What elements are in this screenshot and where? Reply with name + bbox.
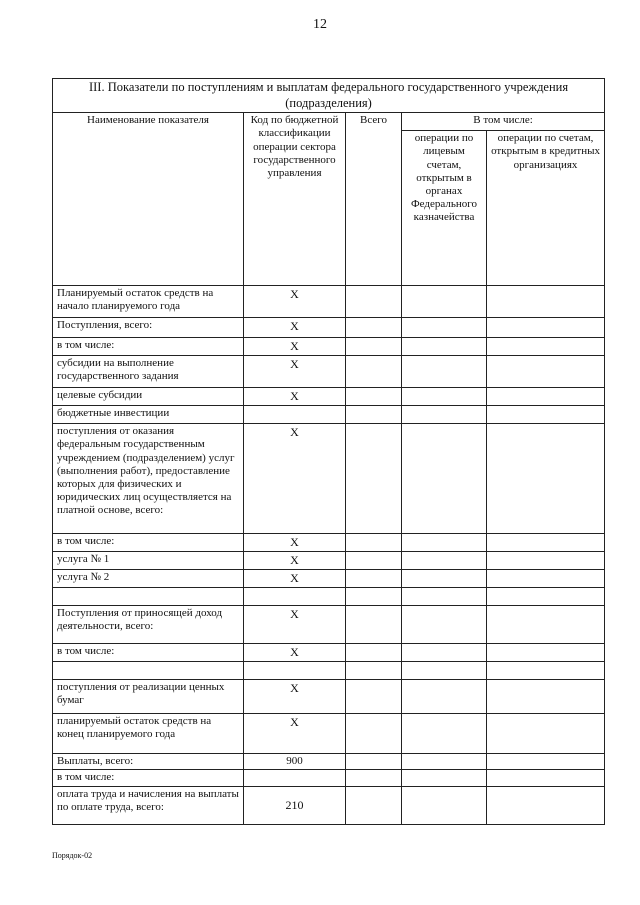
row-label: поступления от оказания федеральным государственным учреждением (подразделением) услуг (выполнения работ), предоставление которых для физических и юридических лиц осуществляется на платной основе, всего: — [53, 424, 244, 534]
row-code: Х — [244, 680, 346, 714]
row-label: целевые субсидии — [53, 388, 244, 406]
row-code — [244, 588, 346, 606]
header-total: Всего — [346, 113, 402, 286]
row-code: Х — [244, 338, 346, 356]
row-label: услуга № 2 — [53, 570, 244, 588]
row-code: Х — [244, 714, 346, 754]
row-code: Х — [244, 534, 346, 552]
row-code: 900 — [244, 754, 346, 770]
row-code — [244, 770, 346, 786]
header-including: В том числе: — [402, 113, 605, 131]
row-code: 210 — [244, 786, 346, 824]
row-code: Х — [244, 644, 346, 662]
row-label: поступления от реализации ценных бумаг — [53, 680, 244, 714]
row-label: субсидии на выполнение государственного задания — [53, 356, 244, 388]
row-label: оплата труда и начисления на выплаты по оплате труда, всего: — [53, 786, 244, 824]
row-code: Х — [244, 356, 346, 388]
header-classification-code: Код по бюджетной классификации операции сектора государственного управления — [244, 113, 346, 286]
receipts-payments-table — [52, 78, 605, 825]
row-code — [244, 406, 346, 424]
row-label: Поступления, всего: — [53, 318, 244, 338]
row-code: Х — [244, 318, 346, 338]
header-indicator-name: Наименование показателя — [53, 113, 244, 286]
row-label: Планируемый остаток средств на начало планируемого года — [53, 286, 244, 318]
row-code: Х — [244, 570, 346, 588]
row-label — [53, 662, 244, 680]
header-treasury-operations: операции по лицевым счетам, открытым в органах Федерального казначейства — [402, 131, 487, 286]
row-label — [53, 588, 244, 606]
row-label: Поступления от приносящей доход деятельности, всего: — [53, 606, 244, 644]
row-code: Х — [244, 286, 346, 318]
document-code-footer: Порядок-02 — [52, 851, 93, 860]
row-label: планируемый остаток средств на конец планируемого года — [53, 714, 244, 754]
row-code: Х — [244, 552, 346, 570]
row-label: Выплаты, всего: — [53, 754, 244, 770]
row-label: услуга № 1 — [53, 552, 244, 570]
row-label: бюджетные инвестиции — [53, 406, 244, 424]
row-code: Х — [244, 424, 346, 534]
header-credit-org-operations: операции по счетам, открытым в кредитных организациях — [487, 131, 605, 286]
page-number: 12 — [313, 17, 327, 32]
row-code: Х — [244, 388, 346, 406]
row-code: Х — [244, 606, 346, 644]
row-label: в том числе: — [53, 770, 244, 786]
row-label: в том числе: — [53, 534, 244, 552]
row-label: в том числе: — [53, 338, 244, 356]
row-code — [244, 662, 346, 680]
row-label: в том числе: — [53, 644, 244, 662]
table-title: III. Показатели по поступлениям и выплатам федерального государственного учреждения (подразделения) — [53, 79, 605, 113]
